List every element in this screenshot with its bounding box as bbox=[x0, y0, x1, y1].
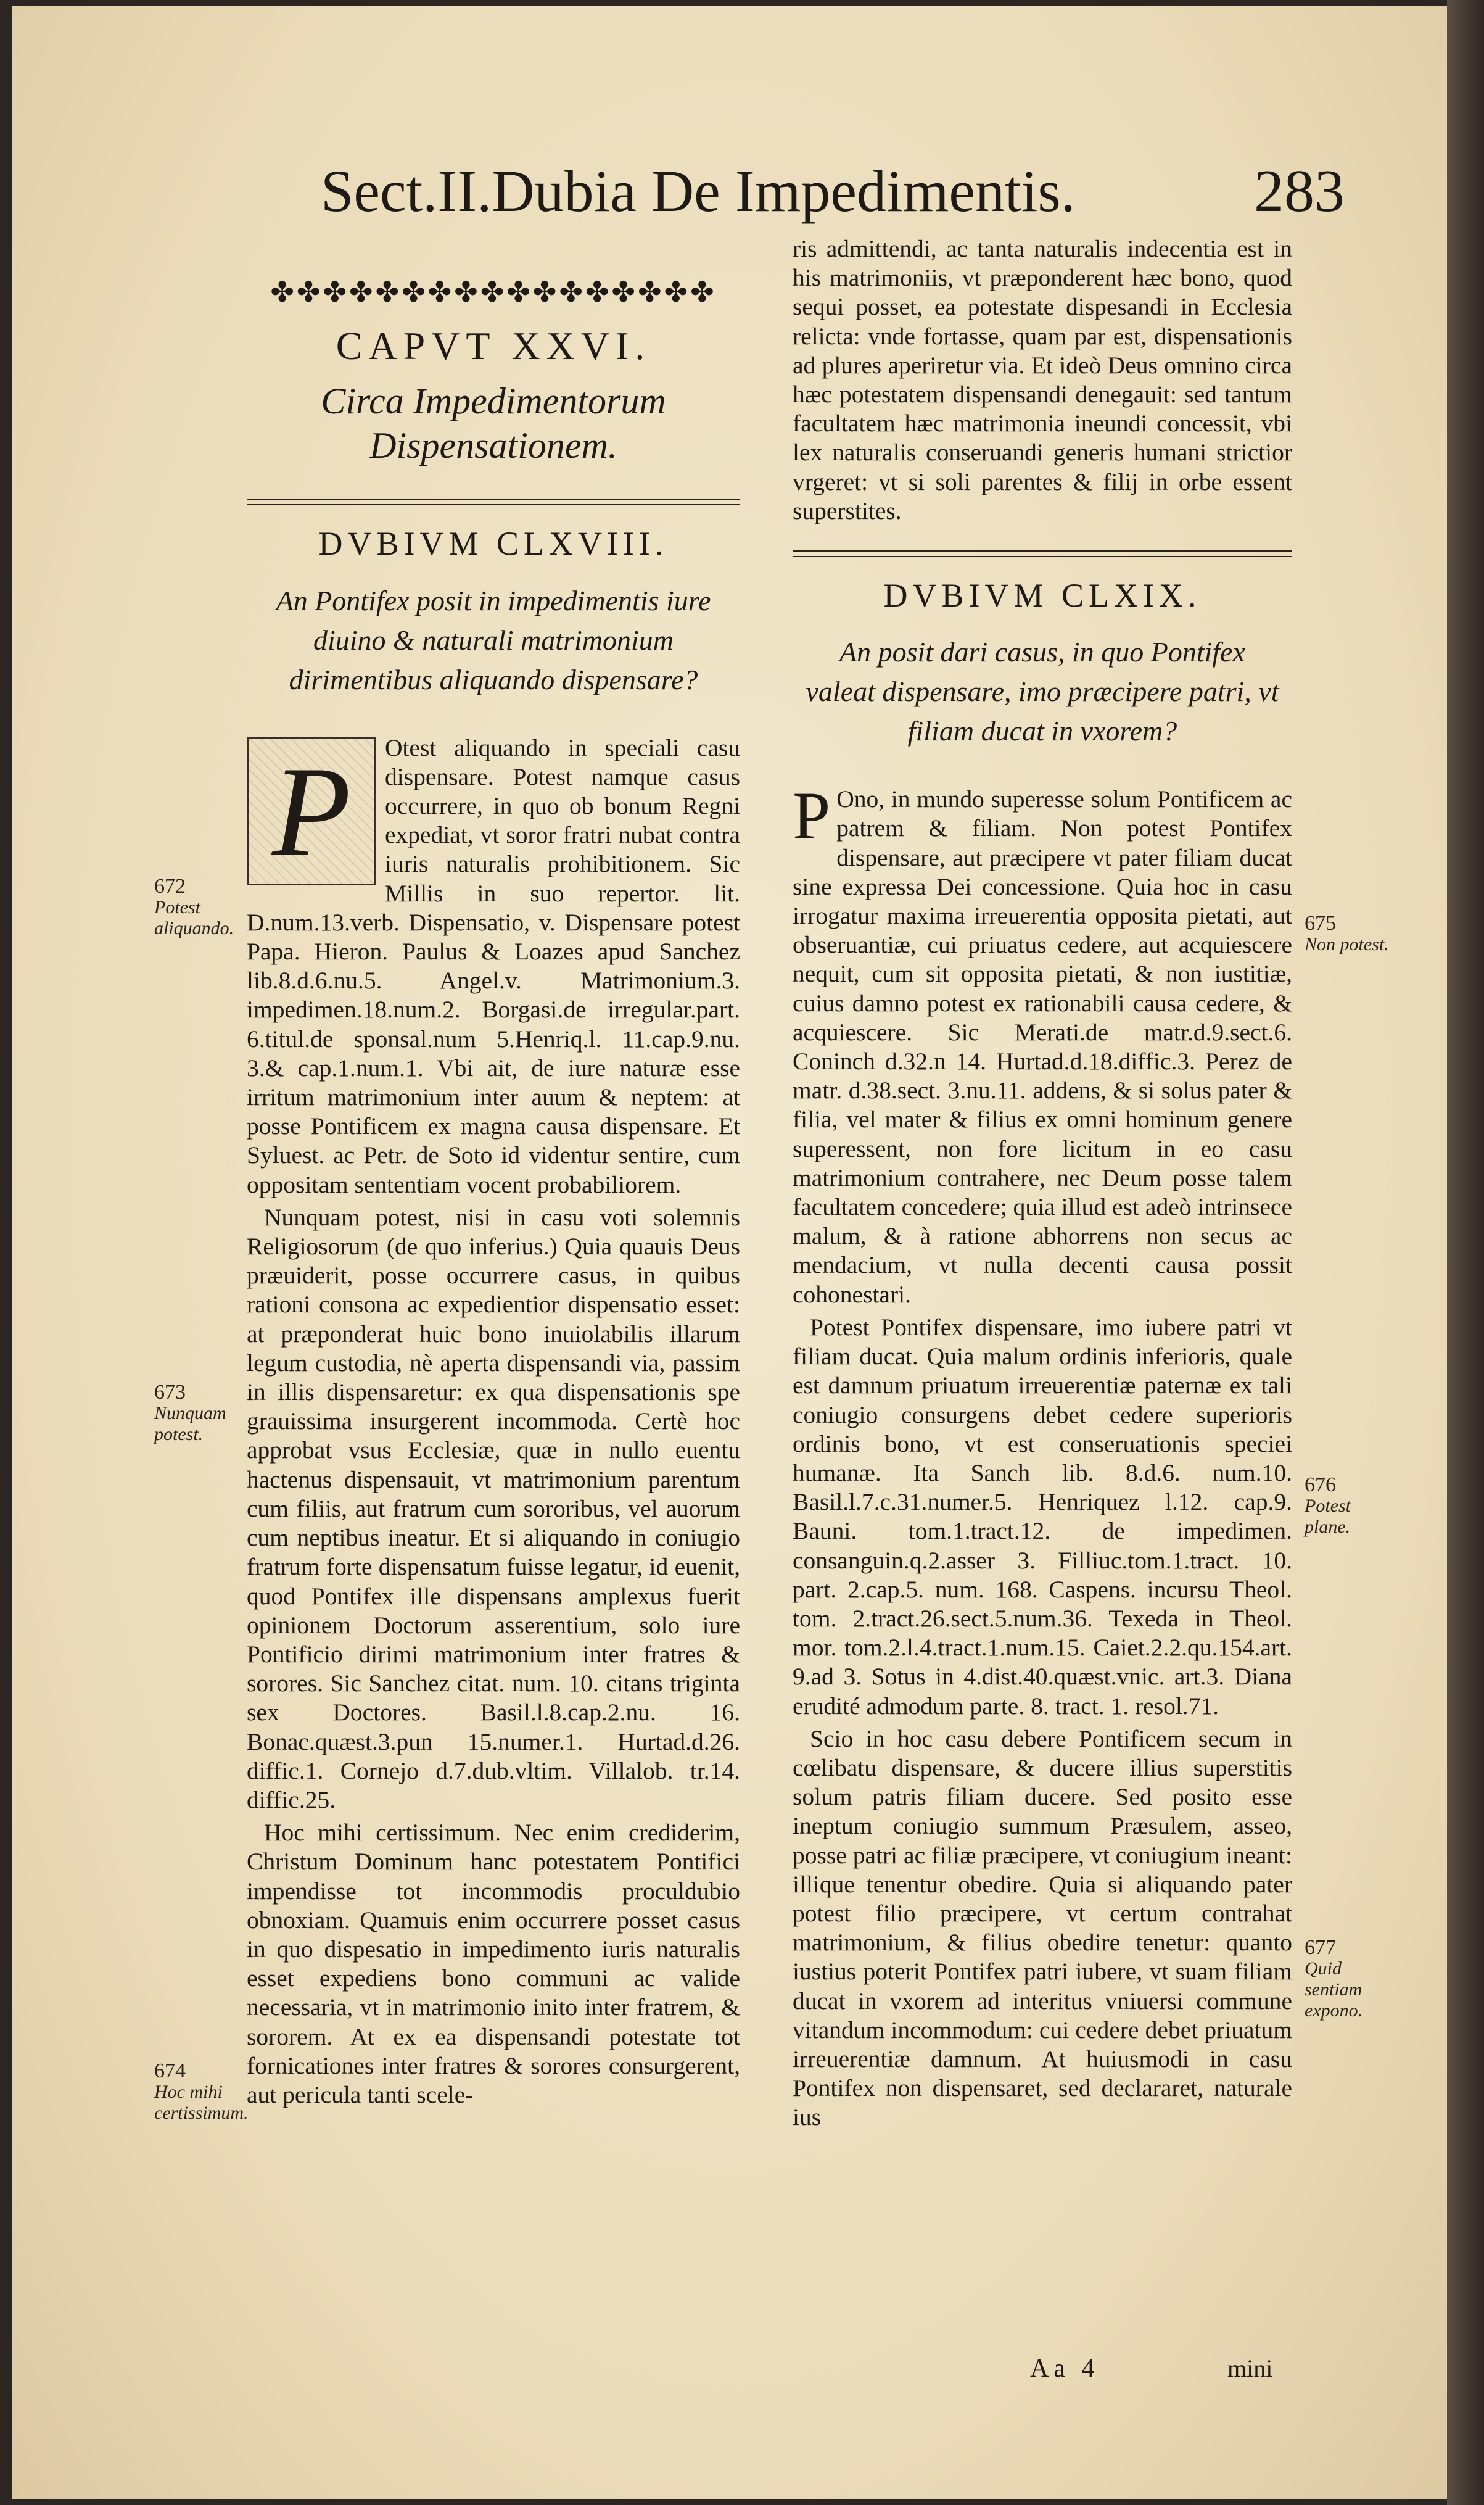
dubium-heading: DVBIVM CLXVIII. bbox=[318, 525, 669, 563]
dubium-question: An Pontifex posit in impedimentis iure diuino & naturali matrimonium dirimentibus aliquando dispensare? bbox=[276, 584, 711, 695]
margin-note-number: 673 bbox=[154, 1381, 186, 1404]
margin-note-text: Potest aliquando. bbox=[154, 897, 234, 938]
paragraph: Nunquam potest, nisi in casu voti solemnis Religiosorum (de quo inferius.) Quia quauis Deus præuiderit, posse occurrere casus, in quibus rationi consona ac expedientior dispensatio esset: at præponderat huic bono inuiolabilis illarum legum custodia, nè aperta dispensandi via, passim in illis dispensaretur: ex qua dispensationis spe grauissima insurgerent incommoda. Certè hoc approbat vsus Ecclesiæ, quæ in nullo euentu hactenus dispensauit, vt matrimonium parentum cum filiis, aut fratrum cum sororibus, vel auorum cum neptibus ineatur. Et si aliquando in coniugio fratrum forte dispensatum fuisse legatur, id euenit, quod Pontifex ille dispensans amplexus fuerit opinionem Doctorum asserentium, solo iure Pontificio dirimi matrimonium inter fratres & sorores. Sic Sanchez citat. num. 10. citans triginta sex Doctores. Basil.l.8.cap.2.nu. 16. Bonac.quæst.3.pun 15.numer.1. Hurtad.d.26. diffic.1. Cornejo d.7.dub.vltim. Villalob. tr.14. diffic.25. bbox=[247, 1203, 740, 1813]
margin-note bbox=[1305, 913, 1397, 955]
catchword: mini bbox=[1227, 2354, 1273, 2382]
margin-note-number: 675 bbox=[1305, 912, 1336, 935]
chapter-subtitle: Circa Impedimentorum Dispensationem. bbox=[321, 381, 666, 466]
section-rule bbox=[793, 550, 1292, 557]
running-header bbox=[321, 154, 1345, 228]
margin-note-number: 676 bbox=[1305, 1473, 1336, 1496]
paragraph: ris admittendi, ac tanta naturalis indecentia est in his matrimoniis, vt præponderent hæc bono, quod sequi posset, ea potestate dispesandi in Ecclesia relicta: vnde fortasse, quam par est, dispensationis ad plures aperiretur via. Et ideò Deus omnino circa hæc potestatem dispensandi denegauit: sed tantum facultatem hæc matrimonia ineundi concessit, vbi lex naturalis conseruandi generis humani strictior vrgeret: vt si soli parentes & filij in orbe essent superstites. bbox=[793, 235, 1292, 524]
section-rule bbox=[247, 499, 740, 505]
book-binding-edge bbox=[1447, 0, 1484, 2505]
signature-mark: Aa 4 bbox=[1030, 2354, 1100, 2383]
margin-note-number: 677 bbox=[1305, 1936, 1336, 1959]
paragraph: Potest Pontifex dispensare, imo iubere patri vt filiam ducat. Quia malum ordinis inferioris, quale est damnum priuatum irreuerentiæ paternæ ex tali coniugio consurgens debet cedere superioris ordinis bono, vt est conseruationis speciei humanæ. Ita Sanch lib. 8.d.6. num.10. Basil.l.7.c.31.numer.5. Henriquez l.12. cap.9. Bauni. tom.1.tract.12. de impedimen. consanguin.q.2.asser 3. Filliuc.tom.1.tract. 10. part. 2.cap.5. num. 168. Caspens. incursu Theol. tom. 2.tract.26.sect.5.num.36. Texeda in Theol. mor. tom.2.l.4.tract.1.num.15. Caiet.2.2.qu.154.art. 9.ad 3. Sotus in 4.dist.40.quæst.vnic. art.3. Diana erudité admodum parte. 8. tract. 1. resol.71. bbox=[793, 1313, 1292, 1720]
paragraph-text: Otest aliquando in speciali casu dispensare. Potest namque casus occurrere, in quo ob bonum Regni expediat, vt soror fratri nubat contra iuris naturalis prohibitionem. Sic Millis in suo repertor. lit. D.num.13.verb. Dispensatio, v. Dispensare potest Papa. Hieron. Paulus & Loazes apud Sanchez lib.8.d.6.nu.5. Angel.v. Matrimonium.3. impedimen.18.num.2. Borgasi.de irregular.part. 6.titul.de sponsal.num 5.Henriq.l. 11.cap.9.nu. 3.& cap.1.num.1. Vbi ait, de iure naturæ esse irritum matrimonium inter auum & neptem: at posse Pontificem ex magna causa dispensare. Et Syluest. ac Petr. de Soto id videntur sentire, cum oppositam sententiam vocent probabiliorem. bbox=[247, 734, 740, 1198]
decorated-initial: P bbox=[247, 737, 376, 885]
paragraph: Hoc mihi certissimum. Nec enim crediderim, Christum Dominum hanc potestatem Pontifici impendisse tot incommodis proculdubio obnoxiam. Quamuis enim occurrere posset casus in quo dispesatio in impedimento iuris naturalis esset expediens bono communi ac valide necessaria, vt in matrimonio inito inter fratrem, & sororem. At ex ea dispensandi potestate tot fornicationes inter fratres & sorores consurgerent, aut pericula tanti scele- bbox=[247, 1819, 740, 2108]
paragraph: Scio in hoc casu debere Pontificem secum in cœlibatu dispensare, & ducere illius superstitis solum patris filiam ducere. Sed posito esse ineptum coniugio summum Præsulem, asseo, posse patri ac filiæ præcipere, vt coniugium ineant: illique tenentur obedire. Quia si aliquando pater potest filio præcipere, vt certum contrahat matrimonium, & filius obedire tenetur: quanto iustius poterit Pontifex patri iubere, vt suam filiam ducat in vxorem ad interitus vniuersi commune vitandum incommodum: cui cedere debet priuatum irreuerentiæ damnum. At huiusmodi in casu Pontifex non dispensaret, sed declararet, naturale ius bbox=[793, 1725, 1292, 2131]
margin-note-text: Hoc mihi certissimum. bbox=[154, 2082, 249, 2123]
margin-note-text: Potest plane. bbox=[1305, 1496, 1351, 1537]
margin-note-text: Non potest. bbox=[1305, 934, 1389, 954]
right-column bbox=[793, 234, 1292, 2136]
margin-note-number: 672 bbox=[154, 875, 186, 898]
margin-note bbox=[1305, 1937, 1397, 2021]
initial-letter: P bbox=[793, 778, 831, 854]
margin-note bbox=[1305, 1475, 1397, 1538]
margin-note bbox=[154, 876, 241, 939]
margin-note-text: Nunquam potest. bbox=[154, 1403, 226, 1444]
margin-note-number: 674 bbox=[154, 2060, 186, 2082]
margin-note-text: Quid sentiam expono. bbox=[1305, 1958, 1363, 2021]
left-column bbox=[247, 234, 740, 2113]
dubium-question: An posit dari casus, in quo Pontifex valeat dispensare, imo præcipere patri, vt filiam ducat in vxorem? bbox=[806, 636, 1279, 747]
paragraph bbox=[247, 734, 740, 1199]
chapter-heading: CAPVT XXVI. bbox=[336, 324, 651, 368]
running-title: Sect.II.Dubia De Impedimentis. bbox=[321, 158, 1076, 224]
ornament-band: ✤✤✤✤✤✤✤✤✤✤✤✤✤✤✤✤✤ bbox=[270, 276, 717, 308]
margin-note bbox=[154, 2060, 249, 2124]
paragraph bbox=[793, 778, 1292, 1309]
margin-note bbox=[154, 1382, 241, 1445]
book-page bbox=[12, 6, 1447, 2499]
page-number: 283 bbox=[1254, 158, 1345, 225]
dubium-heading: DVBIVM CLXIX. bbox=[883, 577, 1202, 615]
paragraph-text: Ono, in mundo superesse solum Pontificem ac patrem & filiam. Non potest Pontifex dispensare, aut præcipere vt pater filiam ducat sine expressa Dei concessione. Quia hoc in casu irrogatur maxima irreuerentia opposita pietati, aut obseruantiæ, cui priuatus cedere, aut acquiescere nequit, cum sit opposita pietati, & non iustitiæ, cuius damno potest ex rationabili causa cedere, & acquiescere. Sic Merati.de matr.d.9.sect.6. Coninch d.32.n 14. Hurtad.d.18.diffic.3. Perez de matr. d.38.sect. 3.nu.11. addens, & si solus pater & filia, vel mater & filius ex omni hominum genere superessent, non fore licitum in eo casu matrimonium contrahere, nec Deum posse talem facultatem concedere; quia illud est adeò intrinsece malum, & à ratione abhorrens non secus ac mendacium, vt nulla decenti causa possit cohonestari. bbox=[793, 785, 1292, 1308]
